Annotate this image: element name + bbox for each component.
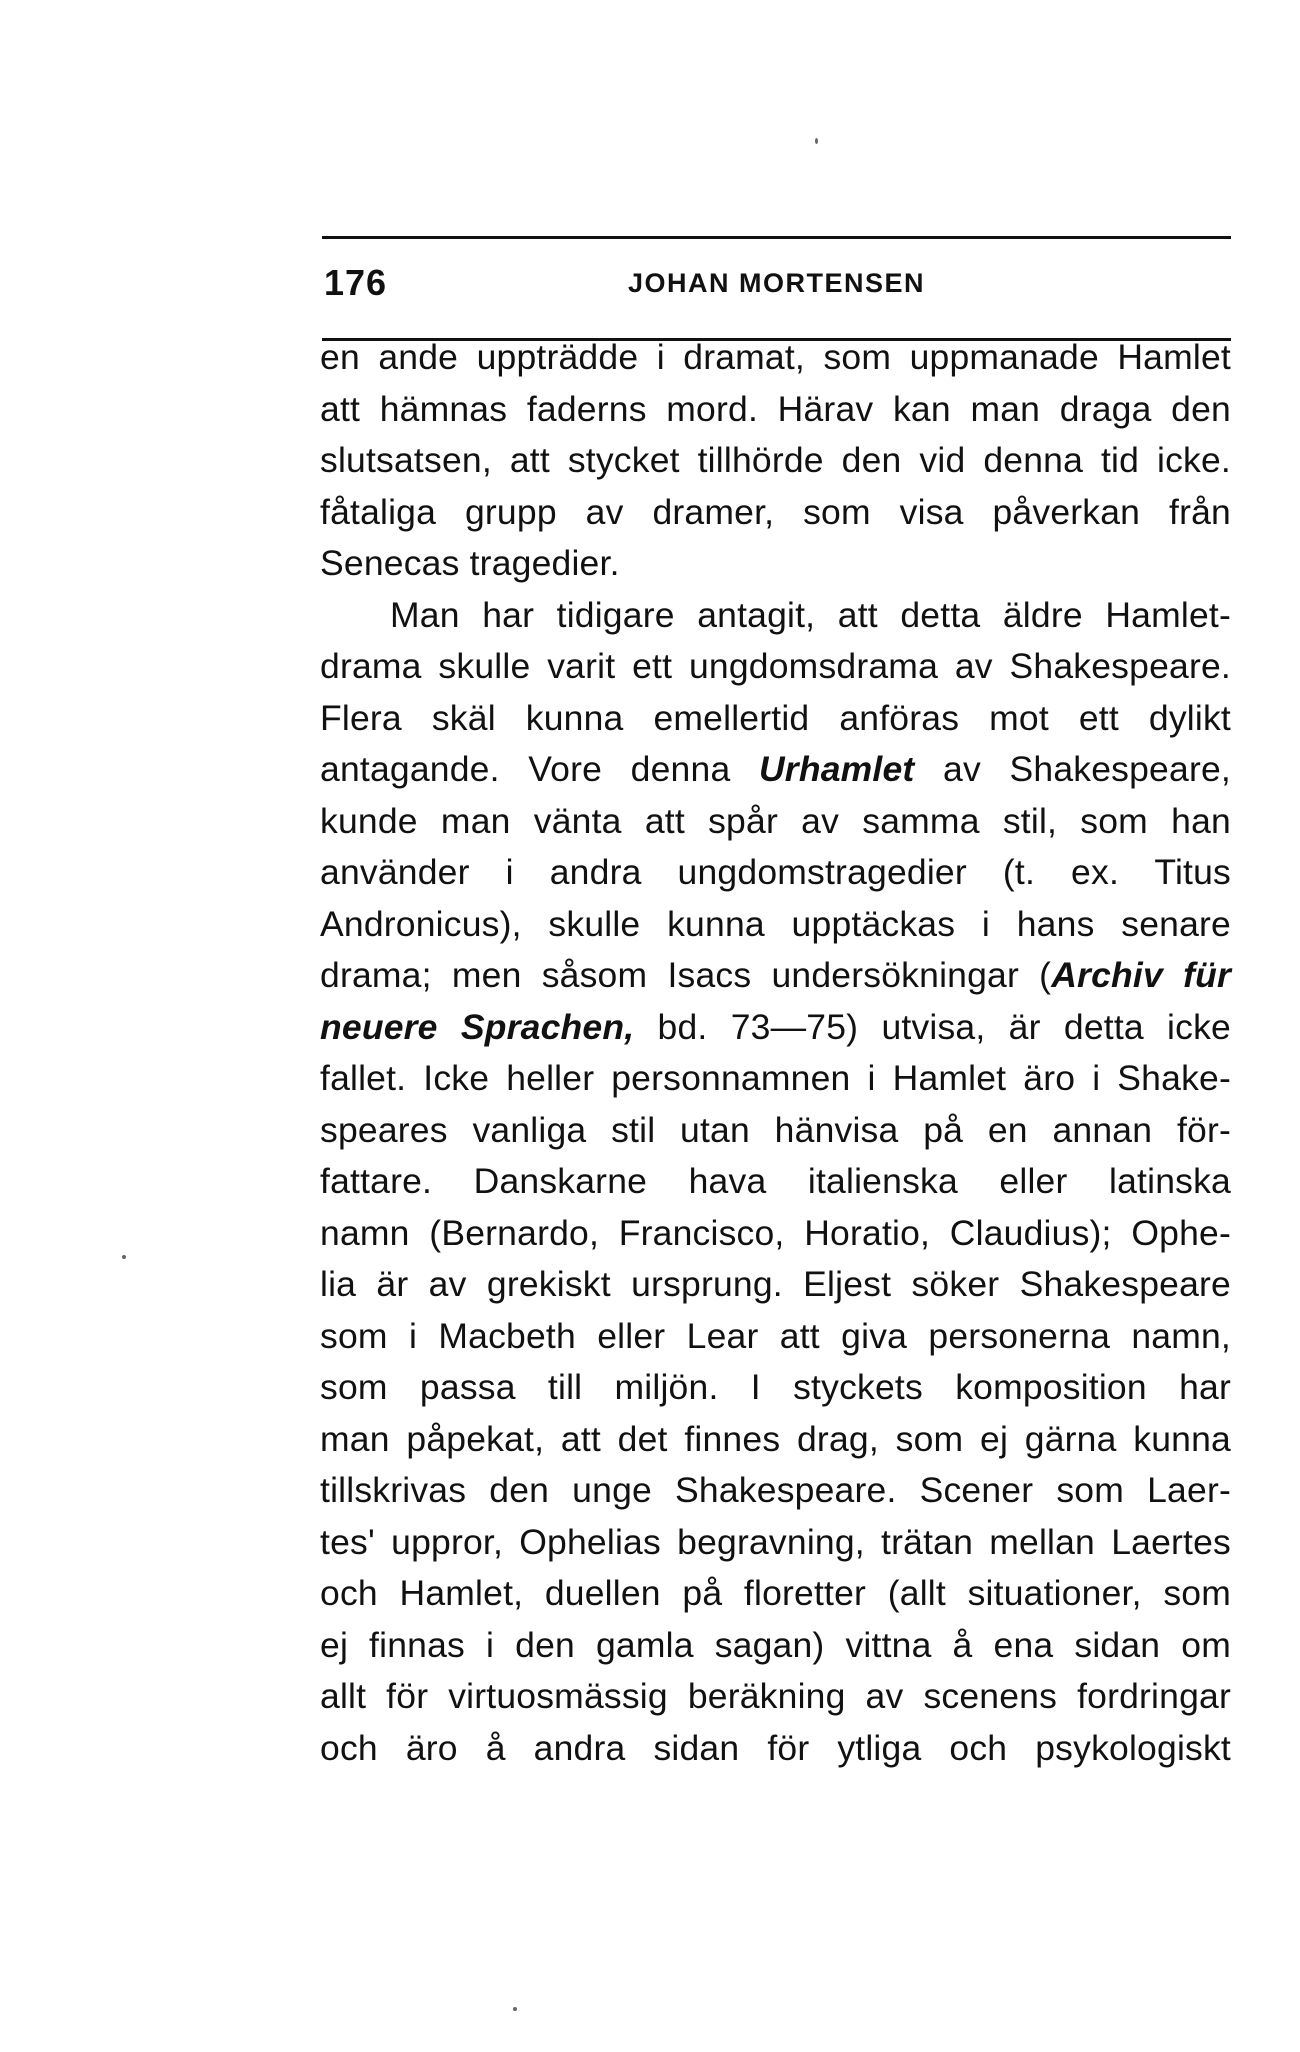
text-line-16: speares vanliga stil utan hänvisa på en annan för- <box>320 1109 1231 1150</box>
text-line-24: tes' uppror, Ophelias begravning, trätan mellan Laertes <box>320 1521 1231 1562</box>
text-line-2: att hämnas faderns mord. Härav kan man draga den <box>320 388 1231 429</box>
text-line-13: drama; men såsom Isacs undersökningar (Archiv für <box>320 955 1232 995</box>
text-line-5: Senecas tragedier. <box>320 543 620 583</box>
text-line-4: fåtaliga grupp av dramer, som visa påverkan från <box>320 491 1231 532</box>
text-line-25: och Hamlet, duellen på floretter (allt situationer, som <box>320 1573 1231 1613</box>
text-line-10: kunde man vänta att spår av samma stil, som han <box>320 800 1231 841</box>
speck-mark <box>122 1255 126 1259</box>
italic-title-neuere-sprachen: neuere Sprachen, <box>320 1006 635 1047</box>
speck-mark <box>513 2007 517 2011</box>
text-line-3: slutsatsen, att stycket tillhörde den vid denna tid icke. <box>320 440 1231 480</box>
body-text <box>320 332 1231 1774</box>
text-line-26: ej finnas i den gamla sagan) vittna å ena sidan om <box>320 1624 1231 1665</box>
text-line-20: som i Macbeth eller Lear att giva personerna namn, <box>320 1315 1231 1356</box>
text-line-1: en ande uppträdde i dramat, som uppmanade Hamlet <box>320 337 1231 377</box>
page-header <box>322 254 1231 324</box>
text-line-14: neuere Sprachen, bd. 73—75) utvisa, är detta icke <box>320 1006 1231 1047</box>
text-line-15: fallet. Icke heller personnamnen i Hamlet äro i Shake- <box>320 1058 1231 1098</box>
text-line-19: lia är av grekiskt ursprung. Eljest söker Shakespeare <box>320 1264 1231 1304</box>
page-number: 176 <box>324 262 388 303</box>
text-line-9: antagande. Vore denna Urhamlet av Shakespeare, <box>320 749 1231 789</box>
header-rule-top <box>322 236 1231 239</box>
text-line-21: som passa till miljön. I styckets komposition har <box>320 1367 1231 1407</box>
text-line-22: man påpekat, att det finnes drag, som ej gärna kunna <box>320 1418 1231 1459</box>
text-line-18: namn (Bernardo, Francisco, Horatio, Claudius); Ophe- <box>320 1212 1231 1253</box>
text-line-8: Flera skäl kunna emellertid anföras mot ett dylikt <box>320 697 1231 738</box>
running-head: JOHAN MORTENSEN <box>627 268 926 298</box>
text-line-28: och äro å andra sidan för ytliga och psykologiskt <box>320 1727 1231 1768</box>
text-line-27: allt för virtuosmässig beräkning av scenens fordringar <box>320 1676 1231 1716</box>
italic-title-urhamlet: Urhamlet <box>758 749 915 789</box>
text-line-6: Man har tidigare antagit, att detta äldre Hamlet- <box>390 594 1231 635</box>
italic-title-archiv: Archiv für <box>1051 955 1232 995</box>
text-line-17: fattare. Danskarne hava italienska eller latinska <box>320 1161 1231 1201</box>
text-line-11: använder i andra ungdomstragedier (t. ex. Titus <box>320 852 1231 892</box>
text-line-12: Andronicus), skulle kunna upptäckas i hans senare <box>320 903 1231 944</box>
text-line-23: tillskrivas den unge Shakespeare. Scener som Laer- <box>320 1470 1231 1510</box>
speck-mark <box>815 138 818 144</box>
text-line-7: drama skulle varit ett ungdomsdrama av Shakespeare. <box>320 646 1231 686</box>
